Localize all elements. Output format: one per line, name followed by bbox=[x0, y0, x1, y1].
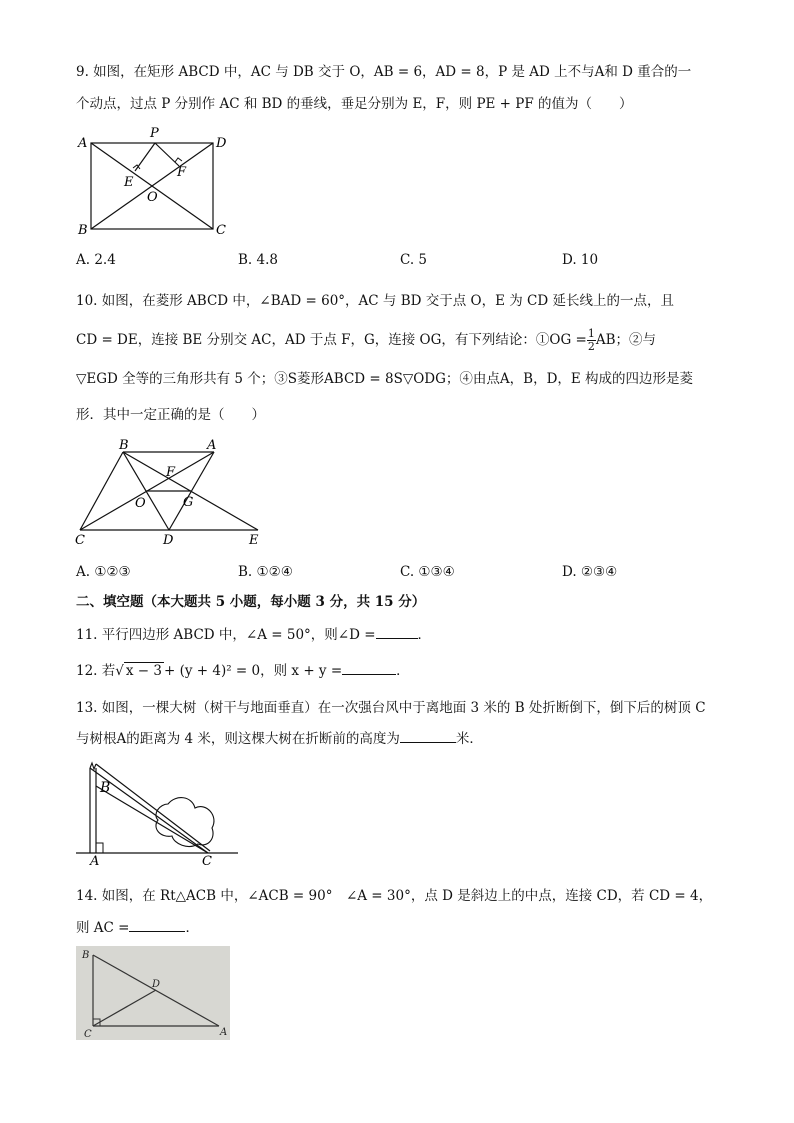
q12-radicand: x − 3 bbox=[125, 663, 162, 679]
sqrt-icon: √ bbox=[115, 663, 124, 679]
q10-fraction-numerator: 1 bbox=[587, 327, 595, 340]
q9-rectangle-figure bbox=[70, 124, 240, 240]
q10-label-c: C bbox=[75, 533, 85, 548]
q13-text-line-1: 13. 如图，一棵大树（树干与地面垂直）在一次强台风中于离地面 3 米的 B 处折断倒下，倒下后的树顶 C bbox=[76, 700, 706, 716]
q12-answer-blank[interactable] bbox=[342, 660, 396, 675]
q11-text bbox=[76, 624, 431, 645]
q12-middle: + (y + 4)² = 0，则 x + y = bbox=[163, 663, 343, 679]
q13-text-line-2 bbox=[76, 728, 483, 749]
q10-line-2-end: AB；②与 bbox=[595, 332, 657, 348]
q11-period: ． bbox=[417, 627, 432, 643]
q9-text-line-1: 9. 如图，在矩形 ABCD 中，AC 与 DB 交于 O，AB = 6，AD = 8，P 是 AD 上不与A和 D 重合的一 bbox=[76, 64, 692, 80]
q10-fraction-denominator: 2 bbox=[587, 340, 595, 353]
q14-label-a: A bbox=[220, 1027, 228, 1038]
q10-text-line-2 bbox=[76, 328, 656, 353]
q13-label-a: A bbox=[90, 854, 100, 868]
q13-label-b: B bbox=[100, 780, 111, 796]
q10-label-f: F bbox=[166, 465, 176, 480]
q10-option-c[interactable]: C. ①③④ bbox=[400, 564, 455, 580]
q10-option-b[interactable]: B. ①②④ bbox=[238, 564, 293, 580]
q10-label-b: B bbox=[119, 438, 129, 453]
q10-label-g: G bbox=[183, 495, 194, 510]
section-2-heading: 二、填空题（本大题共 5 小题，每小题 3 分，共 15 分） bbox=[76, 594, 426, 610]
q9-label-c: C bbox=[216, 223, 226, 238]
q10-label-e: E bbox=[249, 533, 259, 548]
q13-tree-figure bbox=[72, 756, 244, 868]
q10-fraction bbox=[587, 328, 596, 353]
q9-option-d[interactable]: D. 10 bbox=[562, 252, 599, 268]
q14-label-c: C bbox=[84, 1029, 92, 1040]
q9-label-a: A bbox=[78, 136, 88, 151]
q14-text-line-1: 14. 如图，在 Rt△ACB 中，∠ACB = 90° ∠A = 30°，点 D 是斜边上的中点，连接 CD，若 CD = 4， bbox=[76, 888, 713, 904]
q10-text-line-1: 10. 如图，在菱形 ABCD 中，∠BAD = 60°，AC 与 BD 交于点 O，E 为 CD 延长线上的一点，且 bbox=[76, 293, 674, 309]
q14-answer-blank[interactable] bbox=[129, 917, 185, 932]
q10-line-2-start: CD = DE，连接 BE 分别交 AC，AD 于点 F，G，连接 OG，有下列结论：①OG = bbox=[76, 332, 587, 348]
q9-label-b: B bbox=[78, 223, 88, 238]
q13-line-2-text: 与树根A的距离为 4 米，则这棵大树在折断前的高度为 bbox=[76, 731, 400, 747]
q10-text-line-3: ▽EGD 全等的三角形共有 5 个；③S菱形ABCD = 8S▽ODG；④由点A，B，D，E 构成的四边形是菱 bbox=[76, 371, 694, 387]
q14-label-b: B bbox=[82, 950, 90, 961]
q9-label-d: D bbox=[216, 136, 227, 151]
q10-label-d: D bbox=[163, 533, 174, 548]
q10-rhombus-figure bbox=[70, 436, 270, 548]
q10-label-a: A bbox=[207, 438, 217, 453]
q11-answer-blank[interactable] bbox=[376, 624, 418, 639]
q13-answer-blank[interactable] bbox=[400, 728, 456, 743]
q14-label-d: D bbox=[152, 979, 161, 990]
q11-question: 11. 平行四边形 ABCD 中，∠A = 50°，则∠D = bbox=[76, 627, 376, 643]
q9-option-b[interactable]: B. 4.8 bbox=[238, 252, 278, 268]
q12-period: ． bbox=[396, 663, 410, 679]
q13-label-c: C bbox=[202, 854, 212, 868]
q9-text-line-2: 个动点，过点 P 分别作 AC 和 BD 的垂线，垂足分别为 E，F，则 PE + PF 的值为（ ） bbox=[76, 96, 633, 112]
q10-text-line-4: 形．其中一定正确的是（ ） bbox=[76, 407, 265, 423]
q12-prefix: 12. 若 bbox=[76, 663, 116, 679]
q14-triangle-figure bbox=[76, 946, 230, 1040]
q9-label-f: F bbox=[177, 165, 187, 180]
q9-label-e: E bbox=[124, 175, 134, 190]
q13-unit: 米． bbox=[455, 731, 483, 747]
q14-text-line-2 bbox=[76, 917, 199, 938]
q10-option-d[interactable]: D. ②③④ bbox=[562, 564, 618, 580]
q12-text bbox=[76, 660, 410, 681]
q14-line-2-text: 则 AC = bbox=[76, 920, 130, 936]
q10-option-a[interactable]: A. ①②③ bbox=[76, 564, 131, 580]
q14-triangle-photo bbox=[76, 946, 230, 1040]
q9-label-o: O bbox=[147, 190, 158, 205]
q14-period: ． bbox=[185, 920, 199, 936]
q9-label-p: P bbox=[150, 126, 159, 141]
q9-option-a[interactable]: A. 2.4 bbox=[76, 252, 116, 268]
q9-option-c[interactable]: C. 5 bbox=[400, 252, 428, 268]
q10-label-o: O bbox=[135, 496, 146, 511]
